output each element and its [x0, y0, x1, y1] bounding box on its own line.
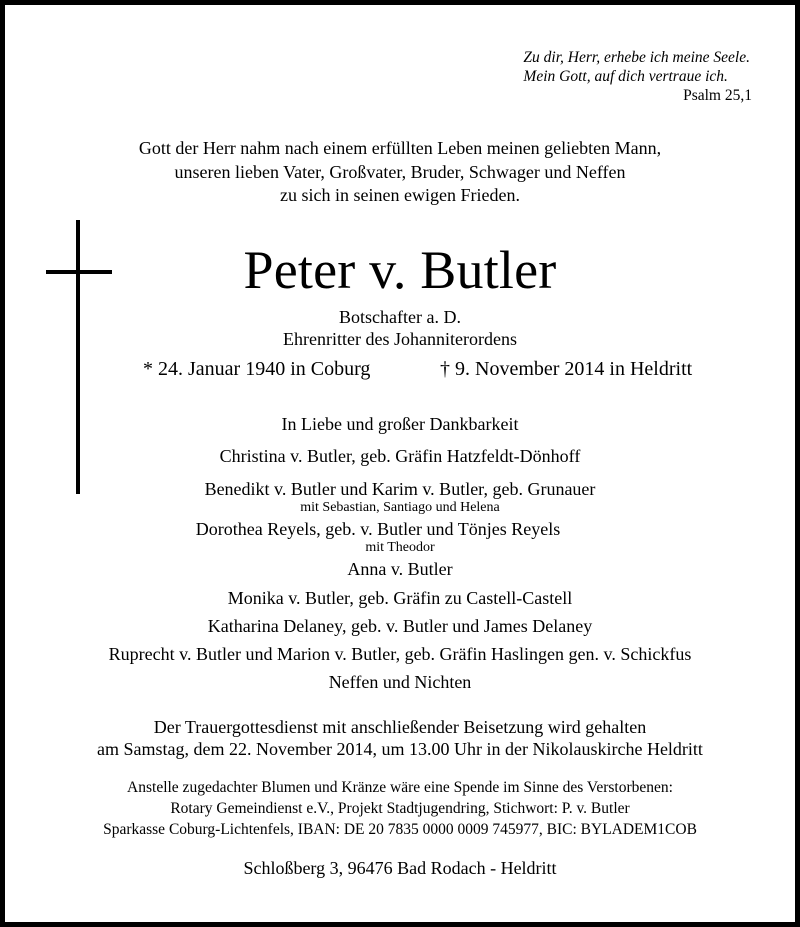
service-info [0, 716, 800, 760]
donation-line-2: Rotary Gemeindienst e.V., Projekt Stadtjugendring, Stichwort: P. v. Butler [170, 800, 630, 817]
psalm-line-1: Zu dir, Herr, erhebe ich meine Seele. [523, 49, 750, 66]
intro-line-1: Gott der Herr nahm nach einem erfüllten Leben meinen geliebten Mann, [138, 138, 662, 158]
deceased-titles [0, 306, 800, 350]
death-date: † 9. November 2014 in Heldritt [440, 358, 693, 380]
mourners-opening: In Liebe und großer Dankbarkeit [281, 414, 519, 434]
mourners-closing: Neffen und Nichten [328, 672, 472, 692]
donation-line-1: Anstelle zugedachter Blumen und Kränze wäre eine Spende im Sinne des Verstorbenen: [127, 779, 673, 796]
mourner-family-1-children: mit Sebastian, Santiago und Helena [300, 500, 500, 515]
mourner-family-1: Benedikt v. Butler und Karim v. Butler, geb. Grunauer [204, 479, 596, 499]
deceased-title-1: Botschafter a. D. [339, 307, 461, 327]
mourner-family-2-children: mit Theodor [365, 540, 435, 555]
deceased-name: Peter v. Butler [243, 240, 557, 300]
birth-date: * 24. Januar 1940 in Coburg [143, 358, 371, 380]
mourner-family-5: Katharina Delaney, geb. v. Butler und James Delaney [207, 616, 593, 636]
mourner-spouse: Christina v. Butler, geb. Gräfin Hatzfeldt-Dönhoff [219, 446, 581, 466]
donation-info [0, 777, 800, 840]
intro-text [0, 137, 800, 208]
donation-line-3: Sparkasse Coburg-Lichtenfels, IBAN: DE 20 7835 0000 0009 745977, BIC: BYLADEM1COB [103, 821, 697, 838]
psalm-reference: Psalm 25,1 [683, 87, 752, 104]
mourner-family-2: Dorothea Reyels, geb. v. Butler und Tönjes Reyels [195, 519, 561, 539]
address: Schloßberg 3, 96476 Bad Rodach - Heldritt [243, 858, 557, 878]
psalm-line-2: Mein Gott, auf dich vertraue ich. [523, 68, 728, 85]
mourner-family-4: Monika v. Butler, geb. Gräfin zu Castell-Castell [227, 588, 573, 608]
mourner-family-6: Ruprecht v. Butler und Marion v. Butler, geb. Gräfin Haslingen gen. v. Schickfus [108, 644, 692, 664]
psalm-quote [523, 48, 750, 86]
mourner-family-3: Anna v. Butler [347, 559, 453, 579]
service-line-2: am Samstag, dem 22. November 2014, um 13.00 Uhr in der Nikolauskirche Heldritt [97, 739, 703, 759]
deceased-title-2: Ehrenritter des Johanniterordens [283, 329, 517, 349]
service-line-1: Der Trauergottesdienst mit anschließender Beisetzung wird gehalten [153, 717, 647, 737]
intro-line-2: unseren lieben Vater, Großvater, Bruder, Schwager und Neffen [174, 161, 626, 182]
intro-line-3: zu sich in seinen ewigen Frieden. [280, 185, 520, 205]
